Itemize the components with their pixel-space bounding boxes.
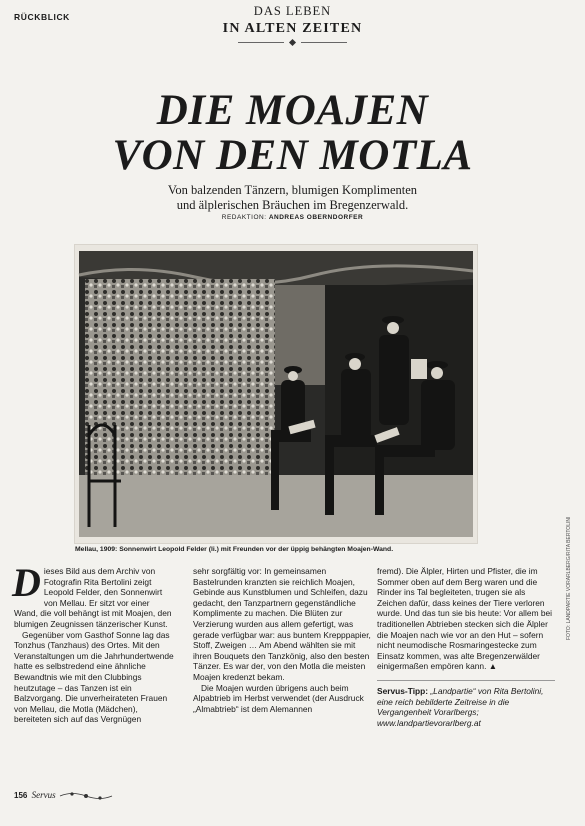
tip-label: Servus-Tipp: [377,685,429,696]
page-footer [14,790,114,801]
diamond-icon [289,39,296,46]
paragraph: Gegenüber vom Gasthof Sonne lag das Tonzhus (Tanzhaus) des Ortes. Mit den Veranstaltungen um die Jahrhundertwende hatte es selbstredend eine ähnliche Bewandtnis wie mit den Clubbings heutzutage – das Tanzen ist ein Balzvorgang. Die unverheirateten Frauen von Mellau, die Motla (Mädchen), bereiteten sich auf das Vergnügen [14,629,174,725]
kicker-line2: IN ALTEN ZEITEN [222,21,363,36]
kicker-line1: DAS LEBEN [253,4,332,18]
archive-photo [75,245,477,543]
ornament-rule-right [301,42,347,43]
article-subtitle [0,183,585,213]
photo-caption: Mellau, 1909: Sonnenwirt Leopold Felder (li.) mit Freunden vor der üppig behängten Moajen-Wand. [75,546,394,553]
byline-label: REDAKTION: [221,214,267,221]
photo-illustration [75,245,477,543]
article-column-1 [12,560,174,725]
brand-name: Servus [31,790,56,800]
article-column-2 [193,566,371,714]
dropcap: D [12,560,41,605]
photo-credit: FOTO: LANDPARTIE VORARLBERG/RITA BERTOLINI [566,516,572,640]
ornament-rule-left [238,42,284,43]
servus-tip [377,680,555,728]
byline [0,214,585,221]
page-number: 156 [14,791,28,800]
article-title [0,88,585,178]
kicker-ornament [0,40,585,45]
paragraph: Dieses Bild aus dem Archiv von Fotografin Rita Bertolini zeigt Leopold Felder, den Sonnenwirt von Mellau. Er sitzt vor einer Wand, die voll behängt ist mit Moajen, den blumigen Zeugnissen tänzerischer Kunst. [12,560,172,629]
paragraph: fremd). Die Älpler, Hirten und Pfister, die im Sommer oben auf dem Berg waren und die Rinder ins Tal begleiteten, trugen sie als Zeichen dafür, dass keines der Tiere verloren wurde. Und das tun sie bis heute: Vor allem bei traditionellen Abtrieben stecken sich die Älpler die Moajen nach wie vor an den Hut – sofern nicht neumodische Rosmaringestecke zum Einsatz kommen, was alte Bregenzerwälder einigermaßen empören kann. ▲ [377,566,553,672]
article-column-3 [377,566,555,728]
floral-ornament-icon [58,791,114,801]
section-tag: RÜCKBLICK [14,12,70,22]
end-mark-icon: ▲ [488,661,498,672]
subtitle-line1: Von balzenden Tänzern, blumigen Komplimenten [167,183,418,197]
subtitle-line2: und älplerischen Bräuchen im Bregenzerwald. [176,198,409,212]
title-line1: DIE MOAJEN [156,87,429,134]
byline-name: ANDREAS OBERNDORFER [268,214,364,221]
paragraph: Die Moajen wurden übrigens auch beim Alpabtrieb im Herbst verwendet (der Ausdruck „Almabtrieb“ ist dem Alemannen [193,682,364,714]
kicker [0,4,585,45]
title-line2: VON DEN MOTLA [112,132,473,179]
tip-text: „Landpartie“ von Rita Bertolini, eine reich bebilderte Zeitreise in die Vergangenheit Vorarlbergs; www.landpartievorarlberg.at [377,685,544,728]
paragraph: sehr sorgfältig vor: In gemeinsamen Bastelrunden kranzten sie reichlich Moajen, Gebinde aus Kunstblumen und Schleifen, dazu gedacht, den Tanzpartnern gegenständliche Komplimente zu machen. Die Blüten zur Verzierung wurden aus allem gefertigt, was gerade verfügbar war: aus buntem Krepppapier, Stoff, Zweigen … Am Abend wählten sie mit ihren Bouquets den Tanzkönig, also den besten Tänzer. Es war der, von den Motla die meisten Moajen kredenzt bekam. [193,566,371,682]
